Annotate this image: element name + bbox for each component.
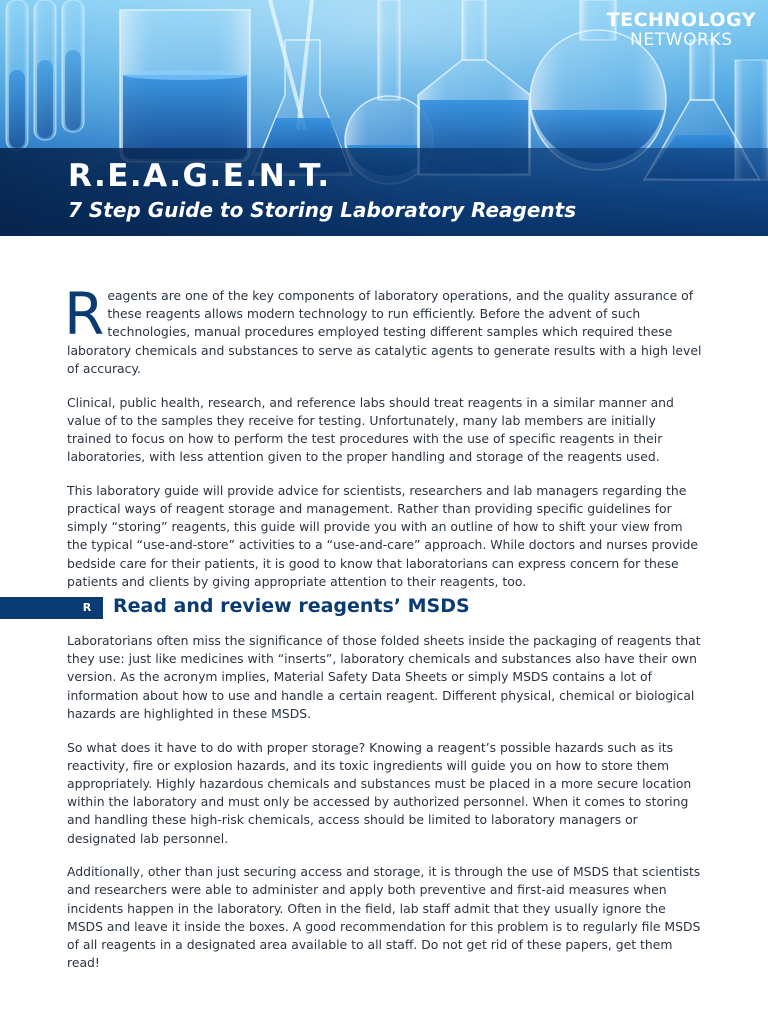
test-tubes: [6, 0, 84, 150]
intro-paragraph-3: This laboratory guide will provide advice for scientists, researchers and lab managers regarding the practical ways of reagent storage and management. Rather than providing specific guidelines for simply “storing” reagents, this guide will provide you with an outline of how to shift your view from the typical “use-and-store” activities to a “use-and-care” approach. While doctors and nurses provide bedside care for their patients, it is good to know that laboratorians can express concern for these patients and clients by giving appropriate attention to their reagents, too.: [67, 482, 699, 589]
section-body: [67, 632, 703, 988]
section-title: Read and review reagents’ MSDS: [113, 595, 470, 617]
section-paragraph-1: Laboratorians often miss the significance of those folded sheets inside the packaging of reagents that they use: just like medicines with “inserts”, laboratory chemicals and substances also have their own version. As the acronym implies, Material Safety Data Sheets or simply MSDS contains a lot of information about how to use and handle a certain reagent. Different physical, chemical or biological hazards are highlighted in these MSDS.: [67, 633, 701, 721]
beaker: [120, 10, 250, 162]
section-letter: R: [82, 601, 92, 614]
brand-logo: [607, 11, 756, 49]
intro-paragraph-1: [64, 280, 703, 378]
hero-banner: [0, 0, 768, 236]
brand-name-top: TECHNOLOGY: [606, 9, 756, 31]
intro-paragraph-2: Clinical, public health, research, and reference labs should treat reagents in a similar manner and value of to the samples they receive for testing. Unfortunately, many lab members are initially trained to focus on how to perform the test procedures with the use of specific reagents in their laboratories, with less attention given to the proper handling and storage of the reagents used.: [67, 394, 674, 465]
section-header: [0, 597, 768, 621]
intro-section: [64, 280, 703, 607]
page-title: R.E.A.G.E.N.T.: [68, 158, 331, 194]
section-paragraph-2: So what does it have to do with proper storage? Knowing a reagent’s possible hazards such as its reactivity, fire or explosion hazards, and its toxic ingredients will guide you on how to store them appropriately. Highly hazardous chemicals and substances must be placed in a more secure location within the laboratory and must only be accessed by authorized personnel. When it comes to storing and handling these high-risk chemicals, access should be limited to laboratory managers or designated lab personnel.: [67, 739, 692, 846]
drop-cap: R: [64, 280, 105, 348]
intro-paragraph-1-text: eagents are one of the key components of laboratory operations, and the quality assurance of these reagents allows modern technology to run efficiently. Before the advent of such technologies, manual procedures employed testing different samples which required these laboratory chemicals and substances to serve as catalytic agents to generate results with a high level of accuracy.: [67, 288, 702, 376]
brand-name-bottom: NETWORKS: [630, 30, 733, 50]
section-paragraph-3: Additionally, other than just securing access and storage, it is through the use of MSDS that scientists and researchers were able to administer and apply both preventive and first-aid measures when incidents happen in the laboratory. Often in the field, lab staff admit that they usually ignore the MSDS and leave it inside the boxes. A good recommendation for this problem is to regularly file MSDS of all reagents in a designated area available to all staff. Do not get rid of these papers, get them read!: [67, 864, 701, 971]
page-subtitle: 7 Step Guide to Storing Laboratory Reagents: [68, 198, 577, 222]
